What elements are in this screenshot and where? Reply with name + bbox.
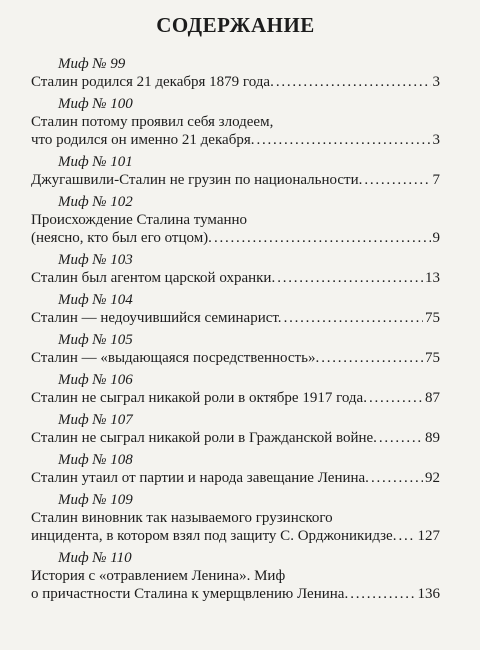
leader-dots <box>364 171 430 189</box>
myth-number: Миф № 99 <box>58 56 126 72</box>
toc-entry <box>31 451 440 487</box>
toc-title: инцидента, в котором взял под защиту С. Орджоникидзе. <box>31 528 397 544</box>
leader-dots <box>369 389 423 407</box>
table-of-contents <box>31 55 440 603</box>
leader-dots <box>321 349 423 367</box>
page-number: 87 <box>425 390 440 406</box>
toc-title-line: Сталин потому проявил себя злодеем, <box>31 114 274 130</box>
toc-entry <box>31 411 440 447</box>
toc-entry <box>31 193 440 247</box>
toc-entry <box>31 153 440 189</box>
toc-line <box>31 527 440 545</box>
toc-entry <box>31 549 440 603</box>
toc-line <box>31 269 440 287</box>
toc-title: о причастности Сталина к умерщвлению Ленина. <box>31 586 349 602</box>
toc-entry <box>31 491 440 545</box>
toc-line <box>31 429 440 447</box>
toc-title-line: История с «отравлением Ленина». Миф <box>31 568 286 584</box>
toc-title: Сталин не сыграл никакой роли в Гражданской войне. <box>31 430 377 446</box>
toc-entry <box>31 371 440 407</box>
myth-number: Миф № 105 <box>58 332 133 348</box>
toc-title: Джугашвили-Сталин не грузин по национальности. <box>31 172 363 188</box>
myth-number: Миф № 100 <box>58 96 133 112</box>
toc-line <box>31 389 440 407</box>
page-number: 75 <box>425 350 440 366</box>
leader-dots <box>276 73 431 91</box>
myth-number: Миф № 103 <box>58 252 133 268</box>
leader-dots <box>379 429 423 447</box>
toc-line <box>31 229 440 247</box>
toc-title: Сталин не сыграл никакой роли в октябре 1917 года. <box>31 390 367 406</box>
toc-line <box>31 131 440 149</box>
toc-title: Сталин — недоучившийся семинарист. <box>31 310 282 326</box>
page-number: 7 <box>432 172 440 188</box>
leader-dots <box>214 229 431 247</box>
leader-dots <box>284 309 423 327</box>
toc-title: Сталин утаил от партии и народа завещание Ленина. <box>31 470 369 486</box>
leader-dots <box>398 527 415 545</box>
leader-dots <box>277 269 423 287</box>
myth-number: Миф № 110 <box>58 550 132 566</box>
toc-entry <box>31 95 440 149</box>
toc-line <box>31 309 440 327</box>
page-number: 127 <box>417 528 440 544</box>
page-number: 92 <box>425 470 440 486</box>
toc-title: Сталин был агентом царской охранки. <box>31 270 276 286</box>
myth-number: Миф № 108 <box>58 452 133 468</box>
leader-dots <box>371 469 423 487</box>
toc-title: Сталин — «выдающаяся посредственность». <box>31 350 320 366</box>
myth-number: Миф № 106 <box>58 372 133 388</box>
toc-entry <box>31 55 440 91</box>
page-number: 3 <box>432 74 440 90</box>
page-number: 75 <box>425 310 440 326</box>
toc-title: (неясно, кто был его отцом). <box>31 230 212 246</box>
toc-entry <box>31 251 440 287</box>
myth-number: Миф № 101 <box>58 154 133 170</box>
toc-entry <box>31 331 440 367</box>
leader-dots <box>350 585 415 603</box>
page-number: 9 <box>432 230 440 246</box>
page-number: 13 <box>425 270 440 286</box>
toc-line <box>31 73 440 91</box>
toc-title: Сталин родился 21 декабря 1879 года. <box>31 74 274 90</box>
myth-number: Миф № 109 <box>58 492 133 508</box>
page-title: СОДЕРЖАНИЕ <box>156 13 315 37</box>
leader-dots <box>256 131 430 149</box>
toc-entry <box>31 291 440 327</box>
myth-number: Миф № 104 <box>58 292 133 308</box>
toc-line <box>31 469 440 487</box>
toc-line <box>31 349 440 367</box>
toc-title-line: Сталин виновник так называемого грузинского <box>31 510 333 526</box>
myth-number: Миф № 102 <box>58 194 133 210</box>
toc-title-line: Происхождение Сталина туманно <box>31 212 248 228</box>
page-number: 136 <box>417 586 440 602</box>
toc-title: что родился он именно 21 декабря. <box>31 132 255 148</box>
page-number: 3 <box>432 132 440 148</box>
myth-number: Миф № 107 <box>58 412 133 428</box>
toc-line <box>31 585 440 603</box>
page-number: 89 <box>425 430 440 446</box>
toc-line <box>31 171 440 189</box>
